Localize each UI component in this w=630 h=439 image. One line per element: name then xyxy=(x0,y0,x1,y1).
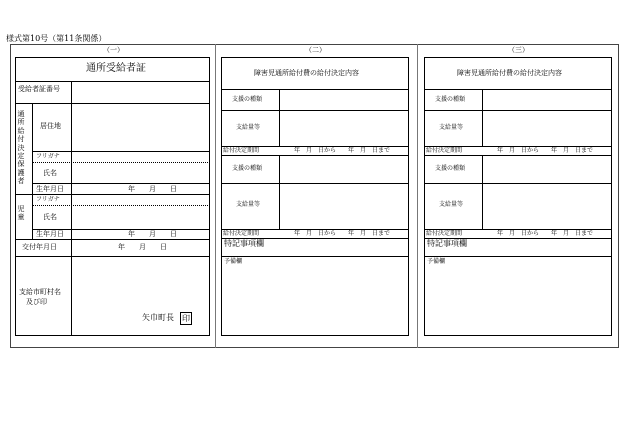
birthdate-format: 年 月 日 xyxy=(128,185,177,193)
furigana-label: フリガナ xyxy=(36,153,60,160)
panel2-amount-label-2: 支給量等 xyxy=(236,201,261,208)
panel3-service-type-label-2: 支援の種類 xyxy=(435,165,466,172)
panel3-amount-field-1[interactable] xyxy=(483,111,611,144)
panel3-remarks-field[interactable] xyxy=(425,249,611,255)
municipality-label-line2: 及び印 xyxy=(26,298,47,306)
panel2-period-format-2: 年 月 日から 年 月 日まで xyxy=(294,230,391,237)
panel3-service-type-field-1[interactable] xyxy=(483,90,611,109)
panel2-period-format-1: 年 月 日から 年 月 日まで xyxy=(294,147,391,154)
guardian-name-field[interactable] xyxy=(72,152,209,182)
child-birthdate-format: 年 月 日 xyxy=(128,230,177,238)
panel2-service-type-label-1: 支援の種類 xyxy=(232,96,263,103)
panel3-amount-label-1: 支給量等 xyxy=(439,124,464,131)
address-field[interactable] xyxy=(72,104,209,150)
panel2-period-label-2: 給付決定期間 xyxy=(223,230,260,237)
panel1-number: （一） xyxy=(103,46,124,54)
panel3-period-label-2: 給付決定期間 xyxy=(426,230,463,237)
panel2-period-label-1: 給付決定期間 xyxy=(223,147,260,154)
panel3-amount-field-2[interactable] xyxy=(483,184,611,227)
mayor-name: 矢巾町長 xyxy=(142,313,174,322)
cert-number-field[interactable] xyxy=(72,82,209,102)
panel2-service-type-field-2[interactable] xyxy=(280,156,408,182)
panel3-remarks-label: 特記事項欄 xyxy=(427,239,467,248)
panel3-period-format-2: 年 月 日から 年 月 日まで xyxy=(497,230,594,237)
child-name-label: 氏名 xyxy=(43,213,57,221)
panel3-service-type-field-2[interactable] xyxy=(483,156,611,182)
fold-line-2 xyxy=(417,44,418,348)
form-code: 様式第10号（第11条関係） xyxy=(6,34,107,43)
issue-date-format: 年 月 日 xyxy=(118,243,167,251)
panel2-service-type-label-2: 支援の種類 xyxy=(232,165,263,172)
panel3-reserve-label: 予備欄 xyxy=(427,258,446,265)
panel2-remarks-label: 特記事項欄 xyxy=(224,239,264,248)
panel2-reserve-field[interactable] xyxy=(222,266,408,334)
panel3-period-label-1: 給付決定期間 xyxy=(426,147,463,154)
panel2-remarks-field[interactable] xyxy=(222,249,408,255)
name-label: 氏名 xyxy=(43,169,57,177)
panel2-title: 障害児通所給付費の給付決定内容 xyxy=(254,69,359,77)
panel1-title: 通所受給者証 xyxy=(86,63,146,74)
panel2-amount-label-1: 支給量等 xyxy=(236,124,261,131)
child-name-field[interactable] xyxy=(72,195,209,228)
child-furigana-label: フリガナ xyxy=(36,196,60,203)
panel3-title: 障害児通所給付費の給付決定内容 xyxy=(457,69,562,77)
panel3-reserve-field[interactable] xyxy=(425,266,611,334)
panel2-reserve-label: 予備欄 xyxy=(224,258,243,265)
panel2-amount-field-2[interactable] xyxy=(280,184,408,227)
panel3-period-format-1: 年 月 日から 年 月 日まで xyxy=(497,147,594,154)
fold-line-1 xyxy=(215,44,216,348)
birthdate-label: 生年月日 xyxy=(36,185,64,193)
panel3-amount-label-2: 支給量等 xyxy=(439,201,464,208)
seal-mark: 印 xyxy=(182,314,190,323)
panel2-number: （二） xyxy=(305,46,326,54)
child-vertical-label: 児童 xyxy=(17,205,25,222)
panel3-service-type-label-1: 支援の種類 xyxy=(435,96,466,103)
panel2-service-type-field-1[interactable] xyxy=(280,90,408,109)
municipality-label-line1: 支給市町村名 xyxy=(19,288,61,296)
address-label: 居住地 xyxy=(40,122,61,130)
child-birthdate-label: 生年月日 xyxy=(36,230,64,238)
issue-date-label: 交付年月日 xyxy=(22,243,57,251)
panel2-amount-field-1[interactable] xyxy=(280,111,408,144)
cert-number-label: 受給者証番号 xyxy=(18,85,60,93)
guardian-vertical-label: 通所給付決定保護者 xyxy=(17,110,25,186)
panel3-number: （三） xyxy=(508,46,529,54)
